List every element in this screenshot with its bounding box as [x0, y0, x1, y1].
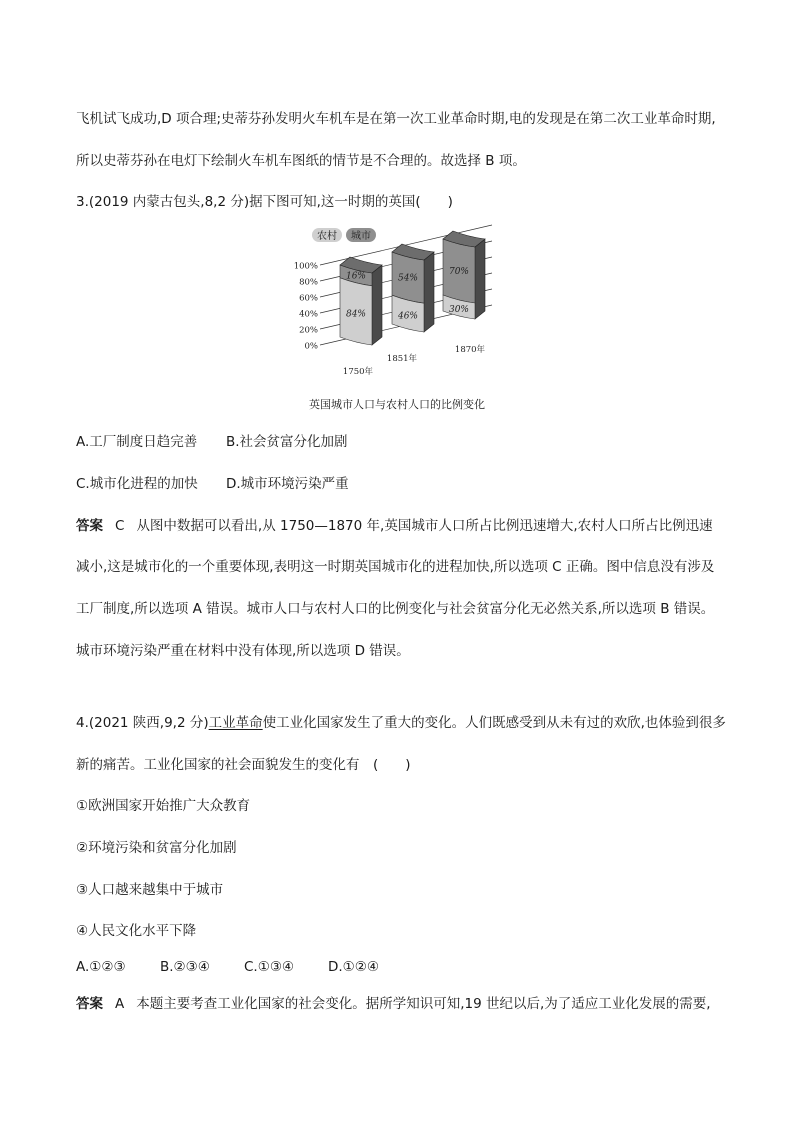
x-category-label: 1851年 [386, 354, 418, 364]
answer-text: 从图中数据可以看出,从 1750—1870 年,英国城市人口所占比例迅速增大,农村人口所占比例迅速 [136, 518, 713, 534]
legend-label: 农村 [317, 231, 337, 242]
option-c[interactable]: C.城市化进程的加快 [76, 476, 198, 492]
answer-letter: C [115, 518, 125, 534]
y-tick-label: 20% [299, 325, 318, 336]
data-label-rural: 84% [345, 309, 367, 320]
text-line: 飞机试飞成功,D 项合理;史蒂芬孙发明火车机车是在第一次工业革命时期,电的发现是在第二次工业革命时期, [76, 111, 716, 127]
option-a[interactable]: A.工厂制度日趋完善 [76, 434, 198, 450]
y-tick-label: 0% [304, 341, 318, 352]
data-label-rural: 30% [448, 305, 470, 315]
statement-item: ③人口越来越集中于城市 [76, 882, 224, 898]
option-d[interactable]: D.①②④ [328, 959, 379, 975]
statement-item: ②环境污染和贫富分化加剧 [76, 840, 237, 856]
bar-side [372, 265, 382, 345]
option-b[interactable]: B.②③④ [160, 959, 210, 975]
answer-3-line [76, 517, 713, 535]
answer-3-line: 工厂制度,所以选项 A 错误。城市人口与农村人口的比例变化与社会贫富分化无必然关系,所以选项 B 错误。 [76, 601, 715, 617]
y-tick-label: 80% [299, 277, 318, 288]
chart-caption: 英国城市人口与农村人口的比例变化 [309, 398, 485, 411]
answer-text: 本题主要考查工业化国家的社会变化。据所学知识可知,19 世纪以后,为了适应工业化发展的需要, [136, 996, 711, 1012]
bar-side [475, 239, 485, 319]
question-4-options [76, 958, 379, 976]
legend-label: 城市 [351, 231, 371, 242]
option-c[interactable]: C.①③④ [244, 959, 295, 975]
question-3-options-row2 [76, 475, 349, 493]
data-label-urban: 16% [345, 271, 367, 282]
answer-3-line: 减小,这是城市化的一个重要体现,表明这一时期英国城市化的进程加快,所以选项 C 正确。图中信息没有涉及 [76, 559, 715, 575]
urban-rural-chart [0, 222, 794, 392]
data-label-urban: 70% [448, 267, 470, 277]
bar-side [424, 252, 434, 332]
x-category-label: 1750年 [342, 367, 374, 377]
stem-underlined: 工业革命 [208, 715, 263, 731]
option-b[interactable]: B.社会贫富分化加剧 [226, 434, 348, 450]
answer-4-line [76, 995, 711, 1013]
stem-rest: 使工业化国家发生了重大的变化。人们既感受到从未有过的欢欣,也体验到很多 [262, 715, 726, 731]
option-d[interactable]: D.城市环境污染严重 [226, 476, 349, 492]
data-label-rural: 46% [397, 311, 419, 322]
option-a[interactable]: A.①②③ [76, 959, 126, 975]
question-4-stem [76, 714, 726, 732]
data-label-urban: 54% [397, 273, 419, 284]
answer-label: 答案 [76, 996, 103, 1012]
answer-letter: A [115, 996, 125, 1012]
stem-prefix: 4.(2021 陕西,9,2 分) [76, 715, 209, 731]
x-category-label: 1870年 [454, 345, 486, 355]
question-4-stem-line2: 新的痛苦。工业化国家的社会面貌发生的变化有 ( ) [76, 757, 411, 773]
statement-item: ④人民文化水平下降 [76, 923, 197, 939]
y-tick-label: 100% [293, 261, 318, 272]
question-3-options-row1 [76, 433, 348, 451]
answer-3-line: 城市环境污染严重在材料中没有体现,所以选项 D 错误。 [76, 643, 410, 659]
question-3-stem: 3.(2019 内蒙古包头,8,2 分)据下图可知,这一时期的英国( ) [76, 194, 453, 210]
statement-item: ①欧洲国家开始推广大众教育 [76, 798, 251, 814]
answer-label: 答案 [76, 518, 103, 534]
y-tick-label: 40% [299, 309, 318, 320]
y-tick-label: 60% [299, 293, 318, 304]
text-line: 所以史蒂芬孙在电灯下绘制火车机车图纸的情节是不合理的。故选择 B 项。 [76, 153, 526, 169]
